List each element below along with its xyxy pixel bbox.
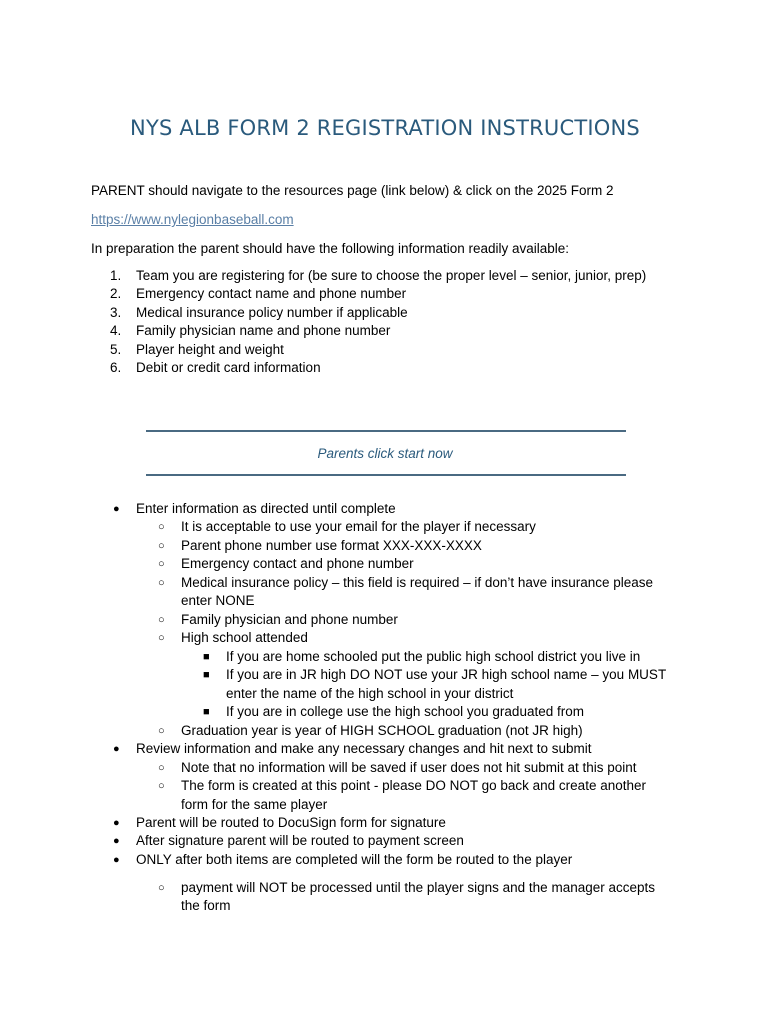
bullet-square-icon: ■ xyxy=(203,706,210,718)
bullet-dot-icon: ● xyxy=(113,835,120,847)
list-item: Emergency contact and phone number xyxy=(181,556,414,571)
list-number: 2. xyxy=(110,286,122,302)
list-item: If you are in JR high DO NOT use your JR high school name – you MUST xyxy=(226,667,667,682)
prep-paragraph: In preparation the parent should have the following information readily available: xyxy=(91,241,570,256)
list-number: 4. xyxy=(110,323,122,339)
list-item: Enter information as directed until complete xyxy=(136,501,396,516)
list-item: If you are home schooled put the public high school district you live in xyxy=(226,649,641,664)
bullet-dot-icon: ● xyxy=(113,817,120,829)
list-item: Parent will be routed to DocuSign form for signature xyxy=(136,815,446,830)
list-text: Team you are registering for (be sure to choose the proper level – senior, junior, prep) xyxy=(136,268,647,283)
list-item: The form is created at this point - please DO NOT go back and create another xyxy=(181,778,646,793)
callout-top-rule xyxy=(146,430,626,432)
bullet-circle-icon: ○ xyxy=(158,780,165,792)
bullet-circle-icon: ○ xyxy=(158,762,165,774)
bullet-dot-icon: ● xyxy=(113,503,120,515)
list-number: 6. xyxy=(110,359,122,375)
list-number: 5. xyxy=(110,341,122,357)
bullet-circle-icon: ○ xyxy=(158,577,165,589)
list-item: Note that no information will be saved if user does not hit submit at this point xyxy=(181,760,637,775)
list-text: Debit or credit card information xyxy=(136,359,321,375)
bullet-circle-icon: ○ xyxy=(158,540,165,552)
bullet-dot-icon: ● xyxy=(113,743,120,755)
bullet-circle-icon: ○ xyxy=(158,614,165,626)
list-item: Graduation year is year of HIGH SCHOOL graduation (not JR high) xyxy=(181,723,583,738)
list-text: Emergency contact name and phone number xyxy=(136,286,407,302)
list-item: ONLY after both items are completed will the form be routed to the player xyxy=(136,852,573,867)
list-item-continuation: the form xyxy=(181,898,231,913)
intro-paragraph: PARENT should navigate to the resources page (link below) & click on the 2025 Form 2 xyxy=(91,183,614,198)
list-item: It is acceptable to use your email for the player if necessary xyxy=(181,519,536,534)
bullet-circle-icon: ○ xyxy=(158,725,165,737)
list-item: Medical insurance policy – this field is required – if don’t have insurance please xyxy=(181,575,654,590)
callout-text: Parents click start now xyxy=(317,446,453,461)
resources-link[interactable]: https://www.nylegionbaseball.com xyxy=(91,212,294,227)
list-number: 3. xyxy=(110,304,122,320)
list-item: Parent phone number use format XXX-XXX-XXXX xyxy=(181,538,482,553)
bullet-square-icon: ■ xyxy=(203,651,210,663)
bullet-circle-icon: ○ xyxy=(158,632,165,644)
list-item: Family physician and phone number xyxy=(181,612,398,627)
bullet-circle-icon: ○ xyxy=(158,882,165,894)
list-item: High school attended xyxy=(181,630,308,645)
document-title: NYS ALB FORM 2 REGISTRATION INSTRUCTIONS xyxy=(130,116,640,140)
bullet-circle-icon: ○ xyxy=(158,521,165,533)
list-item: After signature parent will be routed to payment screen xyxy=(136,833,464,848)
list-item-continuation: enter NONE xyxy=(181,593,255,608)
list-item: payment will NOT be processed until the player signs and the manager accepts xyxy=(181,880,656,895)
bullet-circle-icon: ○ xyxy=(158,558,165,570)
bullet-dot-icon: ● xyxy=(113,854,120,866)
list-text: Medical insurance policy number if applicable xyxy=(136,304,408,320)
bullet-square-icon: ■ xyxy=(203,669,210,681)
callout-bottom-rule xyxy=(146,474,626,476)
list-item-continuation: enter the name of the high school in your district xyxy=(226,686,514,701)
list-text: Family physician name and phone number xyxy=(136,323,391,339)
list-item: Review information and make any necessary changes and hit next to submit xyxy=(136,741,592,756)
list-item: If you are in college use the high school you graduated from xyxy=(226,704,584,719)
list-item-continuation: form for the same player xyxy=(181,797,328,812)
list-number: 1. xyxy=(110,268,122,283)
list-text: Player height and weight xyxy=(136,341,284,357)
